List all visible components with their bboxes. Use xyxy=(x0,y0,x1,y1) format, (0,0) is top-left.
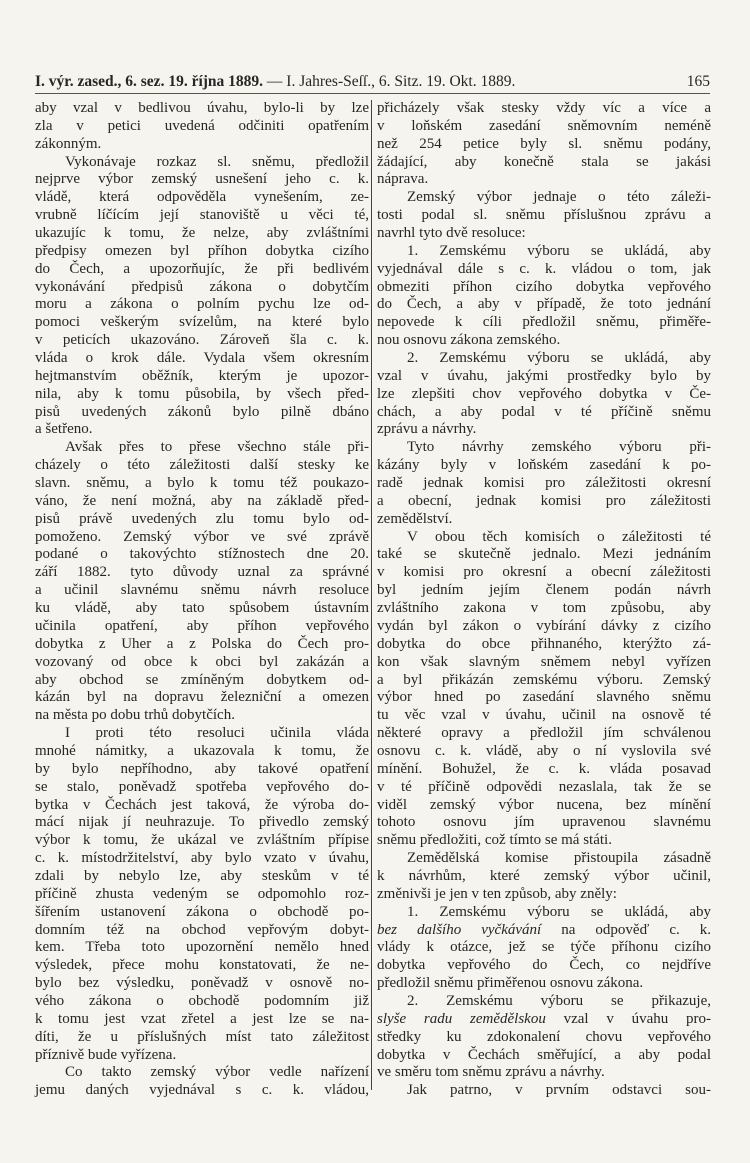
line-text: zla v petici uvedená odčiniti opatřením xyxy=(35,117,369,134)
line-text: nila, aby k tomu působila, by všech před- xyxy=(35,385,369,402)
text-line xyxy=(377,439,711,457)
line-text: v té příčině odpovědi nezaslala, tak že se xyxy=(377,778,711,795)
line-text: mácí nijak jí neuhrazuje. To přivedlo zemský xyxy=(35,814,369,831)
line-text: aby obchod se zmíněným dobytkem od- xyxy=(35,671,369,688)
text-line xyxy=(35,225,369,243)
line-text: přicházely však stesky vždy víc a více a xyxy=(377,100,711,116)
line-text: na města po dobu trhů dobytčích. xyxy=(35,707,235,724)
text-line xyxy=(377,582,711,600)
text-line xyxy=(377,1064,711,1082)
line-text: výsledek, přece mohu konstatovati, že ne- xyxy=(35,957,369,974)
line-text: dobytka z Uher a z Polska do Čech pro- xyxy=(35,635,369,652)
line-text: v komisi pro okresní a obecní záležitosti xyxy=(377,564,711,581)
text-line xyxy=(377,922,711,940)
text-line xyxy=(35,922,369,940)
text-line xyxy=(377,421,711,439)
right-column xyxy=(377,100,711,1100)
text-line xyxy=(377,243,711,261)
text-line xyxy=(35,1082,369,1100)
line-text: V obou těch komisích o záležitosti té xyxy=(407,528,711,545)
line-text: obmeziti příhon cizího dobytka vepřového xyxy=(377,278,711,295)
line-text: vzal v úvahu pro- xyxy=(545,1010,711,1027)
line-text: osnovu c. k. vládě, aby o ní vyslovila své xyxy=(377,742,711,759)
line-text: cházely o této záležitosti další stesky ke xyxy=(35,457,369,474)
line-text: zemědělství. xyxy=(377,510,453,527)
text-line xyxy=(35,1011,369,1029)
text-line xyxy=(35,261,369,279)
line-text: zvláštního zakona v tom způsobu, aby xyxy=(377,600,711,617)
text-line xyxy=(35,457,369,475)
line-text: pisů právě uvedených zlu tomu bylo od- xyxy=(35,510,369,527)
text-line xyxy=(35,332,369,350)
text-line xyxy=(377,779,711,797)
text-line xyxy=(377,529,711,547)
line-text: vládě, která odpověděla vynešením, ze- xyxy=(35,189,369,206)
text-line xyxy=(377,350,711,368)
text-line xyxy=(377,189,711,207)
line-text: I proti této resoluci učinila vláda xyxy=(65,725,369,742)
text-line xyxy=(377,939,711,957)
text-line xyxy=(35,725,369,743)
line-text: než 254 petice byly sl. sněmu podány, xyxy=(377,135,711,152)
running-header xyxy=(35,73,710,94)
line-text: některé opravy a předložil jím schválenou xyxy=(377,725,711,742)
line-text: 2. Zemskému výboru se přikazuje, xyxy=(407,992,711,1009)
line-text: v loňském zasedání sněmovním neméně xyxy=(377,117,711,134)
line-text: bytka v Čechách jest taková, že výroba do- xyxy=(35,796,369,813)
line-text: kázány byly v loňském zasedání k po- xyxy=(377,457,711,474)
line-text: žádající, aby konečně stala se jakási xyxy=(377,153,711,170)
text-line xyxy=(377,850,711,868)
text-line xyxy=(377,1011,711,1029)
line-text: Co takto zemský výbor vedle nařízení xyxy=(65,1064,369,1081)
line-text: Tyto návrhy zemského výboru při- xyxy=(407,439,711,456)
line-text: tohoto osnovu jím upravenou slavnému xyxy=(377,814,711,831)
text-line xyxy=(35,171,369,189)
line-text: náprava. xyxy=(377,171,429,188)
line-text: pomoci veškerým svízelům, na které bylo xyxy=(35,314,369,331)
text-line xyxy=(35,136,369,154)
text-line xyxy=(35,814,369,832)
line-text: jemu daných vyjednával s c. k. vládou, xyxy=(35,1082,369,1099)
line-text: ku vládě, aby tato spůsobem ústavním xyxy=(35,600,369,617)
text-line xyxy=(35,886,369,904)
text-line xyxy=(377,457,711,475)
line-text: Zemědělská komise přistoupila zásadně xyxy=(407,850,711,867)
text-line xyxy=(377,707,711,725)
text-line xyxy=(377,207,711,225)
line-text: příčině zhusta vedeným se odpomohlo roz- xyxy=(35,885,369,902)
text-line xyxy=(35,529,369,547)
line-text: navrhl tyto dvě resoluce: xyxy=(377,225,526,242)
text-line xyxy=(377,564,711,582)
text-line xyxy=(35,207,369,225)
text-line xyxy=(377,154,711,172)
line-text: změnivši je jen v ten způsob, aby zněly: xyxy=(377,885,617,902)
text-line xyxy=(35,368,369,386)
line-text: vzal v úvahu, jakými prostředky bylo by xyxy=(377,367,711,384)
line-text: kon však slavným sněmem nebyl vyřízen xyxy=(377,653,711,670)
text-line xyxy=(377,386,711,404)
text-line xyxy=(377,546,711,564)
header-german: I. Jahres-Seſſ., 6. Sitz. 19. Okt. 1889. xyxy=(286,73,516,90)
text-line xyxy=(35,243,369,261)
column-divider xyxy=(371,100,372,1090)
text-line xyxy=(377,689,711,707)
text-line xyxy=(35,511,369,529)
text-line xyxy=(35,832,369,850)
line-text: nepovede k cíli předložil sněmu, přiměře- xyxy=(377,314,711,331)
text-line xyxy=(377,296,711,314)
text-line xyxy=(35,564,369,582)
line-text: vého zákona o obchodě podomním již xyxy=(35,992,369,1009)
text-line xyxy=(35,779,369,797)
text-line xyxy=(35,618,369,636)
text-line xyxy=(35,386,369,404)
text-line xyxy=(35,939,369,957)
text-line xyxy=(377,600,711,618)
line-text: by bylo nepříhodno, aby takové opatření xyxy=(35,760,369,777)
line-text: vlády k otázce, jež se týče příhonu cizího xyxy=(377,939,711,956)
text-line xyxy=(35,904,369,922)
text-line xyxy=(35,279,369,297)
line-text: slavn. sněmu, a bylo k tomu též poukazo- xyxy=(35,475,369,492)
text-line xyxy=(35,957,369,975)
text-line xyxy=(35,743,369,761)
text-line xyxy=(35,797,369,815)
line-text: vykonávání předpisů zákona o dobytčím xyxy=(35,278,369,295)
line-text: ve směru tom sněmu zprávu a návrhy. xyxy=(377,1064,605,1081)
text-line xyxy=(377,1082,711,1100)
line-text: a šetřeno. xyxy=(35,421,93,438)
text-line xyxy=(35,868,369,886)
text-line xyxy=(35,421,369,439)
text-line xyxy=(35,654,369,672)
line-text: nou osnovu zákona zemského. xyxy=(377,332,561,349)
line-text: aby vzal v bedlivou úvahu, bylo-li by lze xyxy=(35,100,369,116)
line-text: předpisy omezen byl příhon dobytka cizího xyxy=(35,242,369,259)
italic-text: bez dalšího vyčkávání xyxy=(377,921,542,938)
line-text: výbor hned po zasedání slavného sněmu xyxy=(377,689,711,706)
line-text: mínění. Bohužel, že c. k. vláda posavad xyxy=(377,760,711,777)
line-text: Zemský výbor jednaje o této záleži- xyxy=(407,189,711,206)
line-text: moru a zákona o polním pychu lze od- xyxy=(35,296,369,313)
text-line xyxy=(377,904,711,922)
text-line xyxy=(35,761,369,779)
text-line xyxy=(35,154,369,172)
line-text: do Čech, a upozorňujíc, že při bedlivém xyxy=(35,260,369,277)
line-text: pomoženo. Zemský výbor ve své zprávě xyxy=(35,528,369,545)
text-line xyxy=(35,296,369,314)
line-text: a učinil slavnému sněmu návrh resoluce xyxy=(35,582,369,599)
text-line xyxy=(35,314,369,332)
line-text: vyjednával dále s c. k. vládou o tom, jak xyxy=(377,260,711,277)
line-text: hejtmanstvím oběžník, kterým je upozor- xyxy=(35,367,369,384)
italic-text: slyše radu zemědělskou xyxy=(377,1010,546,1027)
text-line xyxy=(377,100,711,118)
text-line xyxy=(377,314,711,332)
text-line xyxy=(35,1029,369,1047)
line-text: 1. Zemskému výboru se ukládá, aby xyxy=(407,242,711,259)
line-text: pisů uvedených zákonů bylo pilně dbáno xyxy=(35,403,369,420)
text-line xyxy=(377,725,711,743)
text-line xyxy=(377,868,711,886)
line-text: k tomu jest vzat zřetel a jest lze se na- xyxy=(35,1010,369,1027)
text-line xyxy=(377,171,711,189)
line-text: v peticích ukazováno. Zároveň šla c. k. xyxy=(35,332,369,349)
text-line xyxy=(35,850,369,868)
left-column xyxy=(35,100,369,1100)
line-text: viděl zemský výbor nucena, bez mínění xyxy=(377,796,711,813)
line-text: radě jednak komisi pro záležitosti okresní xyxy=(377,475,711,492)
line-text: vláda o krok dále. Vydala všem okresním xyxy=(35,350,369,367)
line-text: váno, že není možná, aby na základě před- xyxy=(35,492,369,509)
text-line xyxy=(377,136,711,154)
line-text: zdali by nebylo lze, aby steskům v té xyxy=(35,867,369,884)
text-line xyxy=(377,493,711,511)
line-text: dobytka v Čechách směřující, a aby podal xyxy=(377,1046,711,1063)
line-text: kem. Třeba toto upozornění nemělo hned xyxy=(35,939,369,956)
text-line xyxy=(377,368,711,386)
line-text: zákonným. xyxy=(35,135,102,152)
line-text: vydán byl zákon o vybírání dávky z cizího xyxy=(377,617,711,634)
line-text: do Čech, a aby v případě, že toto jednání xyxy=(377,296,711,313)
text-line xyxy=(377,404,711,422)
line-text: také se skutečně jednalo. Mezi jednáním xyxy=(377,546,711,563)
line-text: dobytka do obce přihnaného, kterýžto zá- xyxy=(377,635,711,652)
line-text: mnohé námitky, a ukazovala k tomu, že xyxy=(35,742,369,759)
text-line xyxy=(377,672,711,690)
text-line xyxy=(35,404,369,422)
text-line xyxy=(35,993,369,1011)
text-line xyxy=(377,654,711,672)
line-text: na odpověď c. k. xyxy=(541,921,712,938)
text-line xyxy=(377,886,711,904)
line-text: chách, a aby podal v té příčině sněmu xyxy=(377,403,711,420)
line-text: učinila opatření, aby příhon vepřového xyxy=(35,617,369,634)
line-text: výbor k tomu, že ukázal ve zvláštním přípise xyxy=(35,832,369,849)
text-line xyxy=(35,975,369,993)
line-text: ukazujíc k tomu, že nelze, aby zvláštními xyxy=(35,225,369,242)
text-line xyxy=(35,600,369,618)
text-line xyxy=(35,1064,369,1082)
line-text: domním též na obchod vepřovým dobyt- xyxy=(35,921,369,938)
text-line xyxy=(377,618,711,636)
text-line xyxy=(377,332,711,350)
header-title xyxy=(35,73,515,91)
line-text: Jak patrno, v prvním odstavci sou- xyxy=(407,1082,711,1099)
text-line xyxy=(377,1029,711,1047)
line-text: k návrhům, které zemský výbor učinil, xyxy=(377,867,711,884)
text-line xyxy=(377,279,711,297)
text-line xyxy=(377,761,711,779)
line-text: byl jedním jejím členem podán návrh xyxy=(377,582,711,599)
text-line xyxy=(35,672,369,690)
text-line xyxy=(35,118,369,136)
line-text: vozovaný od obce k obci byl zakázán a xyxy=(35,653,369,670)
text-line xyxy=(35,636,369,654)
text-line xyxy=(35,100,369,118)
line-text: kázán byl na dopravu železniční a omezen xyxy=(35,689,369,706)
line-text: příznivě bude vyřízena. xyxy=(35,1046,177,1063)
text-line xyxy=(377,957,711,975)
line-text: 1. Zemskému výboru se ukládá, aby xyxy=(407,903,711,920)
line-text: podané o takovýchto stížnostech dne 20. xyxy=(35,546,369,563)
text-line xyxy=(35,189,369,207)
text-line xyxy=(377,814,711,832)
text-line xyxy=(377,636,711,654)
text-line xyxy=(377,743,711,761)
line-text: předložil sněmu přiměřenou osnovu zákona. xyxy=(377,975,644,992)
line-text: září 1882. tyto důvody uznal za správné xyxy=(35,564,369,581)
header-dash: — xyxy=(263,73,287,90)
line-text: bylo bez výsledku, poněvadž v osnově no- xyxy=(35,975,369,992)
text-line xyxy=(377,975,711,993)
line-text: Vykonávaje rozkaz sl. sněmu, předložil xyxy=(65,153,369,170)
text-line xyxy=(377,797,711,815)
text-line xyxy=(35,475,369,493)
text-line xyxy=(35,493,369,511)
text-line xyxy=(35,707,369,725)
line-text: Avšak přes to přese všechno stále při- xyxy=(65,439,369,456)
line-text: tosti podal sl. sněmu příslušnou zprávu a xyxy=(377,207,711,224)
line-text: díti, že u příslušných míst tato záležitost xyxy=(35,1028,369,1045)
text-line xyxy=(377,832,711,850)
text-line xyxy=(377,511,711,529)
line-text: tu věc vzal v úvahu, učinil na osnově té xyxy=(377,707,711,724)
text-line xyxy=(35,689,369,707)
line-text: lze zlepšiti chov vepřového dobytka v Če- xyxy=(377,385,711,402)
line-text: a obecní, jednak komisi pro záležitosti xyxy=(377,492,711,509)
line-text: a byl přikázán zemskému výboru. Zemský xyxy=(377,671,711,688)
text-line xyxy=(35,582,369,600)
line-text: sněmu předložiti, což tímto se má státi. xyxy=(377,832,612,849)
text-line xyxy=(35,546,369,564)
line-text: 2. Zemskému výboru se ukládá, aby xyxy=(407,350,711,367)
text-line xyxy=(377,475,711,493)
page-number: 165 xyxy=(686,73,710,90)
line-text: se stalo, poněvadž spotřeba vepřového do- xyxy=(35,778,369,795)
header-czech: I. výr. zased., 6. sez. 19. října 1889. xyxy=(35,73,264,90)
text-line xyxy=(35,439,369,457)
text-line xyxy=(377,261,711,279)
line-text: vrubně líčícím její stanoviště u věci té, xyxy=(35,207,369,224)
line-text: nejprve výbor zemský usnešení jeho c. k. xyxy=(35,171,369,188)
text-line xyxy=(35,1047,369,1065)
line-text: c. k. místodržitelství, aby bylo vzato v úvahu, xyxy=(35,850,369,867)
text-line xyxy=(377,993,711,1011)
line-text: šířením ustanovení zákona o obchodě po- xyxy=(35,903,369,920)
line-text: dobytka vepřového do Čech, co nejdříve xyxy=(377,957,711,974)
line-text: středky ku zdokonalení chovu vepřového xyxy=(377,1028,711,1045)
text-line xyxy=(377,1047,711,1065)
text-line xyxy=(377,118,711,136)
text-line xyxy=(35,350,369,368)
text-line xyxy=(377,225,711,243)
line-text: zprávu a návrhy. xyxy=(377,421,477,438)
